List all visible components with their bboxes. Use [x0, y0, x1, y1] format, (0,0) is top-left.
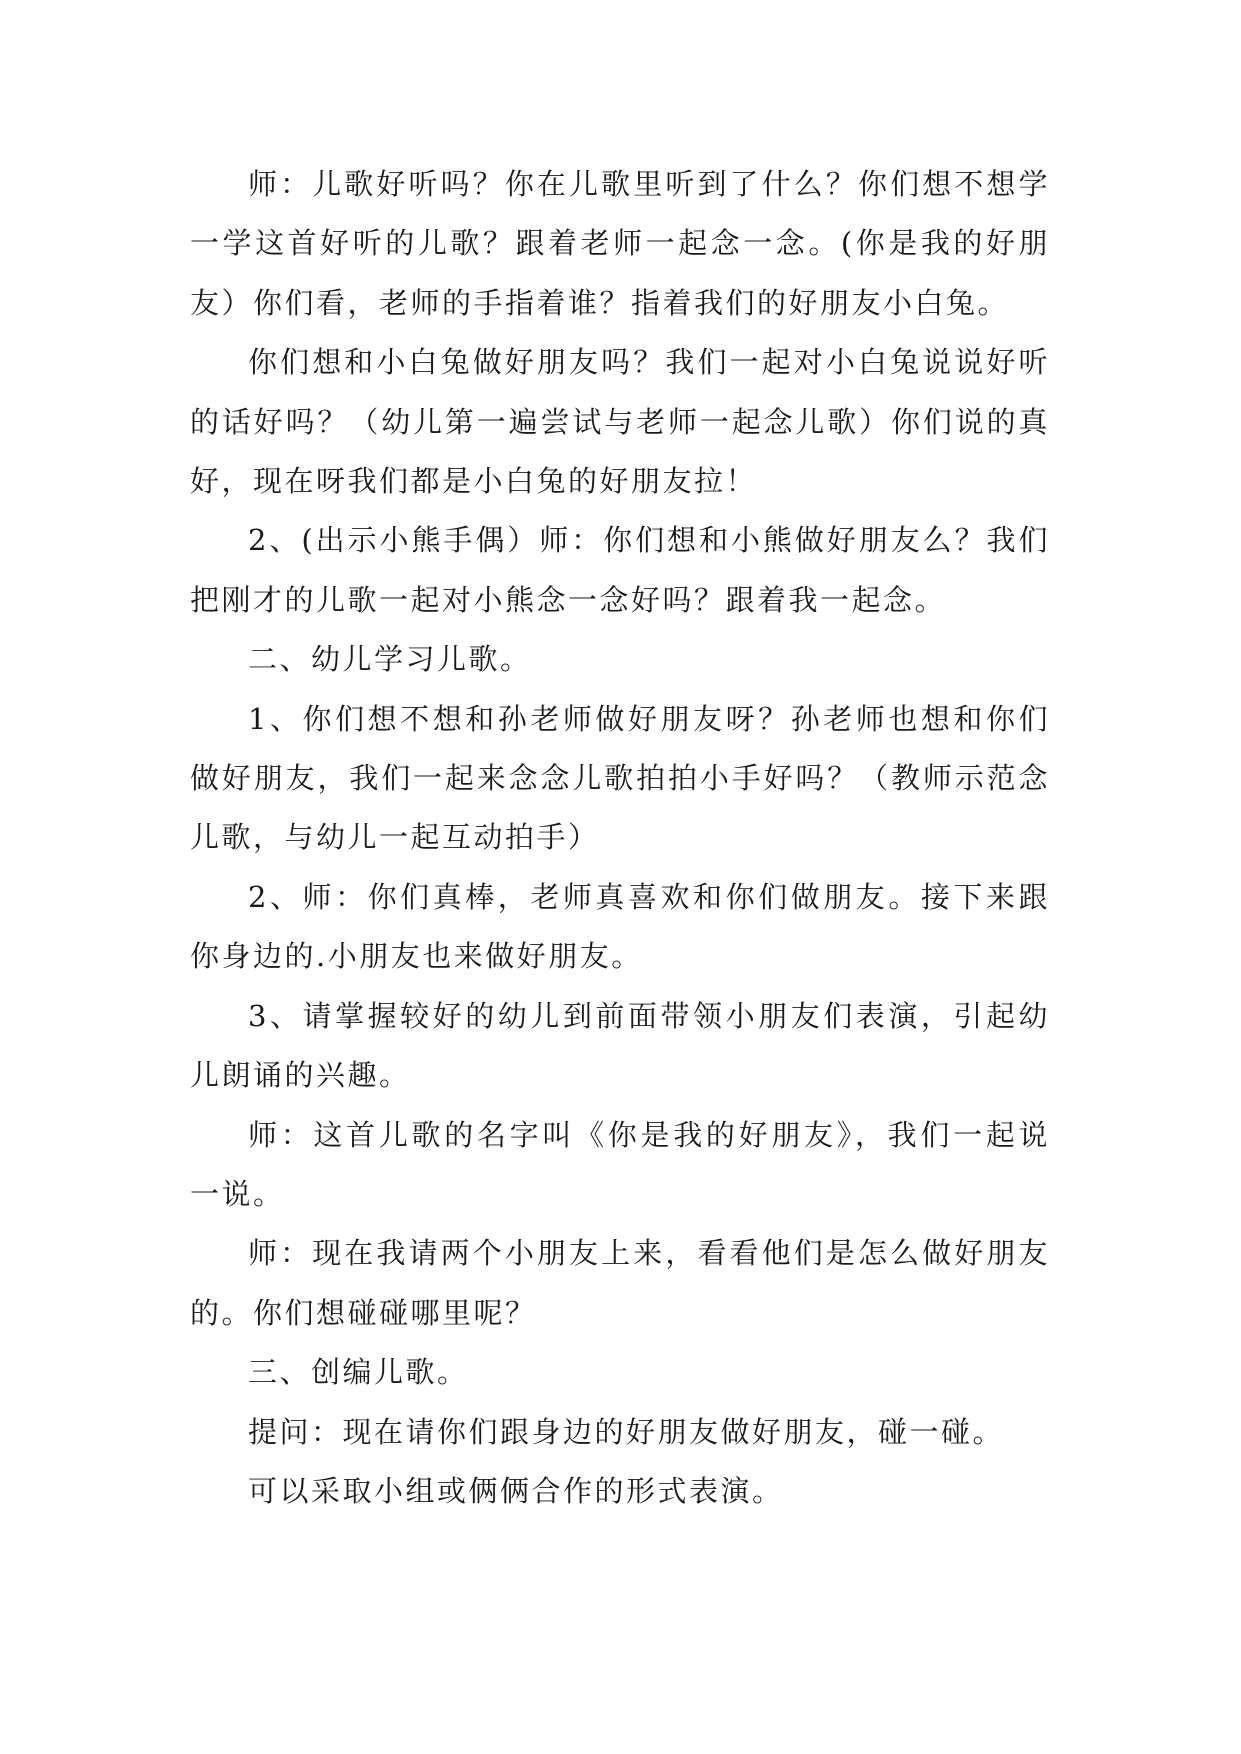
paragraph-teacher-question: 师：儿歌好听吗？你在儿歌里听到了什么？你们想不想学一学这首好听的儿歌？跟着老师一起念一念。(你是我的好朋友）你们看，老师的手指着谁？指着我们的好朋友小白兔。: [190, 167, 1050, 320]
paragraph-step-1: 1、你们想不想和孙老师做好朋友呀？孙老师也想和你们做好朋友，我们一起来念念儿歌拍拍小手好吗？（教师示范念儿歌，与幼儿一起互动拍手）: [190, 701, 1050, 855]
paragraph-bear-puppet: 2、(出示小熊手偶）师：你们想和小熊做好朋友么？我们把刚才的儿歌一起对小熊念一念好吗？跟着我一起念。: [190, 523, 1050, 617]
paragraph-step-3: 3、请掌握较好的幼儿到前面带领小朋友们表演，引起幼儿朗诵的兴趣。: [190, 998, 1050, 1093]
paragraph-group-performance: 可以采取小组或俩俩合作的形式表演。: [248, 1473, 784, 1508]
section-heading-learn-song: 二、幼儿学习儿歌。: [248, 642, 532, 677]
paragraph-song-title: 师：这首儿歌的名字叫《你是我的好朋友》，我们一起说一说。: [190, 1117, 1050, 1211]
paragraph-friends-with-rabbit: 你们想和小白兔做好朋友吗？我们一起对小白兔说说好听的话好吗？（幼儿第一遍尝试与老师一起念儿歌）你们说的真好，现在呀我们都是小白兔的好朋友拉！: [190, 345, 1050, 499]
paragraph-question: 提问：现在请你们跟身边的好朋友做好朋友，碰一碰。: [248, 1414, 1005, 1449]
document-page: [190, 155, 1050, 1521]
section-heading-create-song: 三、创编儿歌。: [248, 1355, 469, 1390]
paragraph-two-children: 师：现在我请两个小朋友上来，看看他们是怎么做好朋友的。你们想碰碰哪里呢？: [190, 1236, 1050, 1330]
paragraph-step-2: 2、师：你们真棒，老师真喜欢和你们做朋友。接下来跟你身边的.小朋友也来做好朋友。: [190, 879, 1050, 974]
